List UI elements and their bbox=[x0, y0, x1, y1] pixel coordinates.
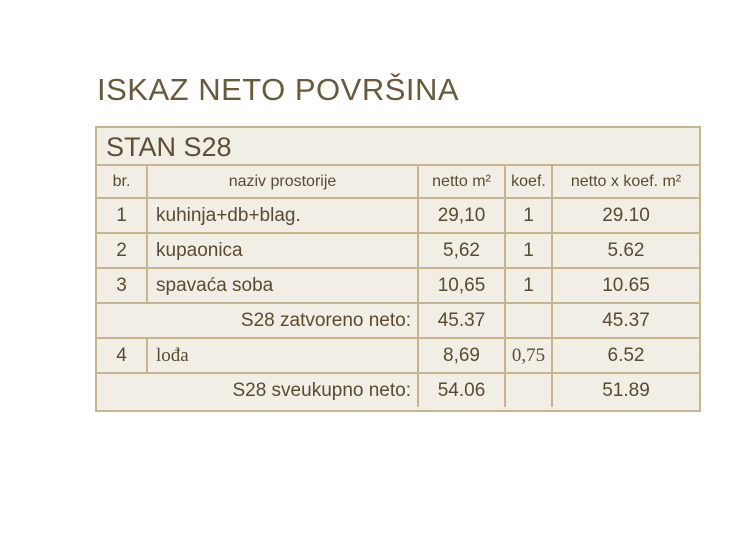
row-coef: 1 bbox=[505, 268, 552, 303]
loggia-name: lođa bbox=[147, 338, 418, 373]
total-row bbox=[97, 373, 699, 407]
table-row bbox=[97, 233, 699, 268]
row-name: spavaća soba bbox=[147, 268, 418, 303]
total-label: S28 sveukupno neto: bbox=[97, 373, 418, 407]
closed-subtotal-net-coef: 45.37 bbox=[552, 303, 699, 338]
closed-subtotal-coef bbox=[505, 303, 552, 338]
row-net: 10,65 bbox=[418, 268, 505, 303]
loggia-net-coef: 6.52 bbox=[552, 338, 699, 373]
table-row bbox=[97, 268, 699, 303]
document-title: ISKAZ NETO POVRŠINA bbox=[97, 72, 460, 107]
total-net: 54.06 bbox=[418, 373, 505, 407]
unit-title: STAN S28 bbox=[97, 128, 699, 166]
loggia-net: 8,69 bbox=[418, 338, 505, 373]
loggia-coef: 0,75 bbox=[505, 338, 552, 373]
row-num: 1 bbox=[97, 198, 147, 233]
total-coef bbox=[505, 373, 552, 407]
header-num: br. bbox=[97, 166, 147, 198]
row-name: kuhinja+db+blag. bbox=[147, 198, 418, 233]
closed-subtotal-net: 45.37 bbox=[418, 303, 505, 338]
area-table bbox=[97, 166, 699, 407]
closed-subtotal-row bbox=[97, 303, 699, 338]
row-net-coef: 5.62 bbox=[552, 233, 699, 268]
row-net: 29,10 bbox=[418, 198, 505, 233]
total-net-coef: 51.89 bbox=[552, 373, 699, 407]
row-net-coef: 29.10 bbox=[552, 198, 699, 233]
loggia-row bbox=[97, 338, 699, 373]
header-name: naziv prostorije bbox=[147, 166, 418, 198]
closed-subtotal-label: S28 zatvoreno neto: bbox=[97, 303, 418, 338]
table-row bbox=[97, 198, 699, 233]
header-net-coef: netto x koef. m² bbox=[552, 166, 699, 198]
row-coef: 1 bbox=[505, 198, 552, 233]
loggia-num: 4 bbox=[97, 338, 147, 373]
row-num: 3 bbox=[97, 268, 147, 303]
table-header-row bbox=[97, 166, 699, 198]
row-name: kupaonica bbox=[147, 233, 418, 268]
row-net: 5,62 bbox=[418, 233, 505, 268]
row-coef: 1 bbox=[505, 233, 552, 268]
header-coef: koef. bbox=[505, 166, 552, 198]
header-net: netto m² bbox=[418, 166, 505, 198]
area-sheet bbox=[95, 126, 701, 412]
row-num: 2 bbox=[97, 233, 147, 268]
row-net-coef: 10.65 bbox=[552, 268, 699, 303]
